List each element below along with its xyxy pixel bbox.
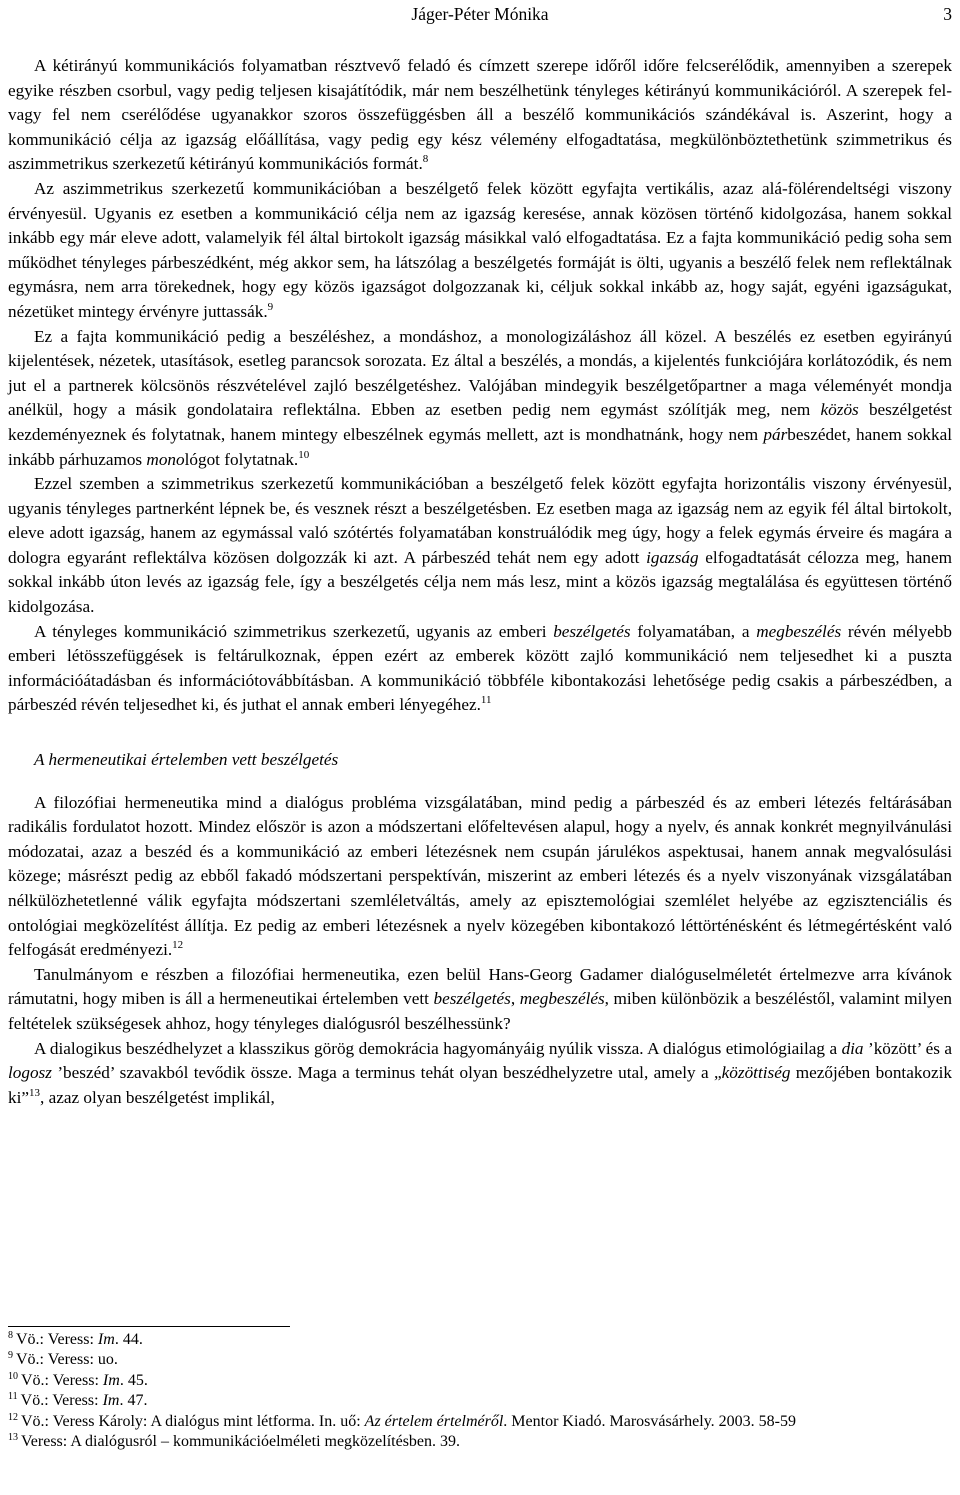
page-header	[0, 4, 960, 28]
paragraph: A tényleges kommunikáció szimmetrikus szerkezetű, ugyanis az emberi beszélgetés folyamatában, a megbeszélés révén mélyebb emberi létösszefüggések is feltárulkoznak, éppen ezért az emberek között zajló kommunikáció nem teljesedhet ki a puszta információátadásban és információtovábbításban. A kommunikáció többféle kibontakozási lehetősége pedig csakis a párbeszédben, a párbeszéd révén teljesedhet ki, és juthat el annak emberi lényegéhez.$^{11}$	[8, 621, 952, 715]
footnote-ref[interactable]: 9	[267, 300, 274, 313]
footnote: $^{12}$ Vö.: Veress Károly: A dialógus mint létforma. In. uő: Az értelem értelméről. Mentor Kiadó. Marosvásárhely. 2003. 58-59	[8, 1411, 796, 1430]
body-text	[8, 54, 952, 1110]
paragraph: A dialogikus beszédhelyzet a klasszikus görög demokrácia hagyományáig nyúlik vissza. A dialógus etimológiailag a dia ’között’ és a logosz ’beszéd’ szavakból tevődik össze. Maga a terminus tehát olyan beszédhelyzetre utal, amely a „közöttiség mezőjében bontakozik ki”$^{13}$, azaz olyan beszélgetést implikál,	[8, 1038, 953, 1107]
footnote: $^{10}$ Vö.: Veress: Im. 45.	[8, 1370, 148, 1389]
footnote-ref[interactable]: 10	[298, 448, 310, 461]
footnote: $^8$ Vö.: Veress: Im. 44.	[8, 1330, 143, 1348]
section-title: A hermeneutikai értelemben vett beszélgetés	[34, 750, 339, 770]
paragraph: A kétirányú kommunikációs folyamatban résztvevő feladó és címzett szerepe időről időre felcserélődik, amennyiben a szerepek egyike részben csorbul, vagy pedig teljesen kisajátítódik, már nem beszélhetünk tényleges kétirányú kommunikációról. A szerepek fel- vagy fel nem cserélődése ugyanakkor szoros összefüggésben áll a beszélő kommunikációs szándékával is. Aszerint, hogy a kommunikáció célja az igazság előállítása, vagy pedig egy kész vélemény elfogadtatása, megkülönböztethetünk szimmetrikus és aszimmetrikus szerkezetű kétirányú kommunikációs formát.$^8$	[8, 56, 952, 174]
footnote: $^9$ Vö.: Veress: uo.	[8, 1350, 118, 1369]
paragraph: A filozófiai hermeneutika mind a dialógus probléma vizsgálatában, mind pedig a párbeszéd és az emberi létezés feltárásában radikális fordulatot hozott. Mindez először is azon a módszertani előfeltevésen alapul, hogy a nyelv, és annak konkrét megnyilvánulási módozatai, azaz a beszéd és a kommunikáció az emberi létezésnek nem csupán járulékos aspektusai, hanem annak megvalósulási közege; másrészt pedig az ebből fakadó módszertani perspektíván, miszerint az emberi létezés és a nyelv viszonyának vizsgálatában nélkülözhetetlenné válik egyfajta módszertani szemléletváltás, amely az episztemológiai szemlélet helyébe az egzisztenciális és ontológiai megközelítést állítja. Ez pedig az emberi létezésnek a nyelv közegében kibontakozó léttörténésként és létmegértésként való felfogását eredményezi.$^{12}$	[8, 792, 952, 960]
footnote-ref[interactable]: 11	[480, 694, 492, 707]
footnote: $^{11}$ Vö.: Veress: Im. 47.	[8, 1391, 148, 1410]
footnote-ref[interactable]: 8	[422, 153, 429, 166]
paragraph: Ez a fajta kommunikáció pedig a beszéléshez, a mondáshoz, a monologizáláshoz áll közel. A beszélés ez esetben egyirányú kijelentések, nézetek, utasítások, esetleg parancsok sorozata. Ez által a beszélés, a mondás, a kijelentés funkciójára korlátozódik, és nem jut el a partnerek kölcsönös részvételével zajló beszélgetéshez. Valójában mindegyik beszélgetőpartner a maga véleményét mondja anélkül, hogy a másik gondolataira reflektálna. Ebben az esetben pedig nem egymást szólítják meg, nem közös beszélgetést kezdeményeznek és folytatnak, hanem mintegy elbeszélnek egymás mellett, azt is mondhatnánk, hogy nem párbeszédet, hanem sokkal inkább párhuzamos monológot folytatnak.$^{10}$	[8, 326, 953, 469]
running-head: Jáger-Péter Mónika	[411, 4, 549, 24]
footnote: $^{13}$ Veress: A dialógusról – kommunikációelméleti megközelítésben. 39.	[8, 1432, 461, 1451]
paragraph: Az aszimmetrikus szerkezetű kommunikációban a beszélgető felek között egyfajta vertikális, azaz alá-fölérendeltségi viszony érvényesül. Ugyanis ez esetben a kommunikáció célja nem az igazság keresése, annak közösen történő kidolgozása, hanem sokkal inkább egy már eleve adott, valamelyik fél által birtokolt igazság másikkal való elfogadtatása. Ez a fajta kommunikáció pedig soha sem működhet tényleges párbeszédként, még akkor sem, ha látszólag a beszélgetés formáját is ölti, ugyanis a beszélő felek nem reflektálnak egymásra, nem arra törekednek, hogy egy közös igazságot dolgozzanak ki, céljuk sokkal inkább az, hogy saját, egyéni igazságukat, nézetüket mintegy érvényre juttassák.$^9$	[8, 178, 952, 321]
footnotes	[8, 1326, 952, 1452]
page-number: 3	[943, 4, 952, 24]
footnote-separator	[8, 1326, 290, 1327]
footnote-ref[interactable]: 12	[172, 939, 184, 952]
paragraph: Tanulmányom e részben a filozófiai hermeneutika, ezen belül Hans-Georg Gadamer dialóguselméletét értelmezve arra kívánok rámutatni, hogy miben is áll a hermeneutikai értelemben vett beszélgetés, megbeszélés, miben különbözik a beszéléstől, valamint milyen feltételek szükségesek ahhoz, hogy tényleges dialógusról beszélhessünk?	[8, 964, 952, 1033]
footnote-ref[interactable]: 13	[29, 1086, 40, 1099]
paragraph: Ezzel szemben a szimmetrikus szerkezetű kommunikációban a beszélgető felek között egyfajta horizontális viszony érvényesül, ugyanis tényleges partnerként lépnek be, és vesznek részt a beszélgetésben. Ez esetben maga az igazság nem az egyik fél által birtokolt, eleve adott igazság, hanem az egymással való szótértés folyamatában konstruálódik meg úgy, hogy a felek egymás érveire és magára a dologra egyaránt reflektálva közösen dolgozzák ki azt. A párbeszéd tehát nem egy adott igazság elfogadtatását célozza meg, hanem sokkal inkább úton levés az igazság fele, így a beszélgetés célja nem más lesz, mint a közös igazság megtalálása és együttesen történő kidolgozása.	[8, 474, 952, 617]
